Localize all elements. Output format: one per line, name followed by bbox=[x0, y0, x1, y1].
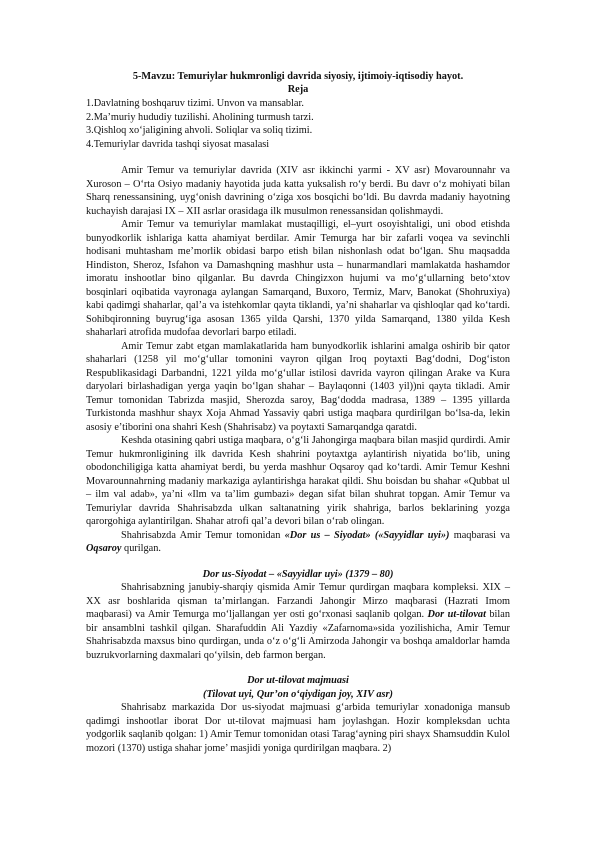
paragraph-dor-us-siyodat bbox=[86, 581, 510, 662]
paragraph-conquered-lands: Amir Temur zabt etgan mamlakatlarida ham bunyodkorlik ishlarini amalga oshirib bir qator shaharlari (1258 yil mo‘g‘ullar tomonini vayron qilgan Iroq poytaxti Bag‘dodni, Dog‘iston Respublikasidagi Darbandni, 1221 yilda mo‘g‘ullar istilosi davrida vayron qilingan Arake va Kura daryolari birlashadigan yerga yaqin bo‘lgan shahar – Baylaqonni (1403 yil))ni qayta tikladi. Amir Temur tomonidan Tabrizda masjid, Sherozda saroy, Bag‘dodda madrasa, 1389 – 1395 yillarda Turkistonda mashhur shayx Xoja Ahmad Yassaviy qabri ustiga maqbara qurdirilgan bo‘lsa-da, lekin asosiy e’tiborini ona shahri Kesh (Shahrisabz) va poytaxti Samarqandga qaratdi. bbox=[86, 340, 510, 433]
emphasis-dor-ut-tilovat: Dor ut-tilovat bbox=[427, 609, 486, 620]
plan-list bbox=[86, 97, 510, 151]
paragraph-shahrisabz bbox=[86, 529, 510, 556]
emphasis-oqsaroy: Oqsaroy bbox=[86, 543, 122, 554]
spacer bbox=[86, 556, 510, 568]
plan-item: 3.Qishloq xo‘jaligining ahvoli. Soliqlar va soliq tizimi. bbox=[86, 125, 313, 136]
plan-item: 2.Ma’muriy hududiy tuzilishi. Aholining turmush tarzi. bbox=[86, 111, 314, 123]
text-run: bilan bir ansamblni tashkil qilgan. Sharafuddin Ali Yazdiy «Zafarnoma»sida yozilishicha, Amir Temur Shahrisabzda maxsus bino qurdirgan, unda o‘z o‘g‘li Amirzoda Jahongir va boshqa amaldorlar hamda buzrukvorlarning daxmalari qo‘yilsin, deb farmon bergan. bbox=[86, 609, 510, 661]
spacer bbox=[86, 662, 510, 674]
section-heading-dor-ut-tilovat: Dor ut-tilovat majmuasi bbox=[247, 675, 349, 686]
emphasis-dor-us-siyodat: «Dor us – Siyodat» («Sayyidlar uyi») bbox=[284, 529, 450, 541]
paragraph-dor-ut-tilovat: Shahrisabz markazida Dor us-siyodat majmuasi g‘arbida temuriylar xonadoniga mansub qadimgi inshootlar iborat Dor ut-tilovat majmuasi ham joylashgan. Hozir kompleksdan uchta yodgorlik saqlanib qolgan: 1) Amir Temur tomonidan otasi Tarag‘ayning piri shayx Shamsuddin Kulol mozori (1370) ustiga shahar jome’ masjidi yoniga qurdirilgan maqbara. 2) bbox=[86, 702, 510, 754]
plan-item: 4.Temuriylar davrida tashqi siyosat masalasi bbox=[86, 138, 270, 150]
section-heading-dor-us-siyodat: Dor us-Siyodat – «Sayyidlar uyi» (1379 – 80) bbox=[202, 568, 394, 580]
paragraph-construction: Amir Temur va temuriylar mamlakat mustaqilligi, el–yurt osoyishtaligi, uni obod etishda bunyodkorlik ishlariga katta ahamiyat berdilar. Amir Temurga har bir zafarli voqea va sevinchli hodisani muhtasham me’morlik obidasi barpo etish bilan nishonlash odat bo‘lgan. Shu maqsadda Hindiston, Sheroz, Isfahon va Damashqning mashhur usta – hunarmandlari mamlakatda hashamdor imoratu inshootlar bino qilganlar. Bu davrda Chingizxon hujumi va mo‘g‘ullarning beto‘xtov bosqinlari oqibatida vayronaga aylangan Samarqand, Buxoro, Termiz, Marv, Banokat (Shohruxiya) kabi qadimgi shaharlar, qal’a va istehkomlar qayta tiklandi, ya’ni shaharlar va qishloqlar qad ko‘tardi. Sohibqironning buyrug‘iga asosan 1365 yilda Qarshi, 1370 yilda Samarqand, 1380 yilda Kesh shaharlari atrofida mudofaa devorlari barpo etiladi. bbox=[86, 219, 510, 338]
text-run: Shahrisabzda Amir Temur tomonidan bbox=[121, 529, 285, 541]
paragraph-intro: Amir Temur va temuriylar davrida (XIV asr ikkinchi yarmi - XV asr) Movarounnahr va Xuroson – O‘rta Osiyo madaniy hayotida juda katta yuksalish ro‘y berdi. Bu davr o‘z mohiyati bilan Sharq renessansining, uyg‘onish davrining o‘ziga xos bosqichi bo‘ldi. Bu davrda madaniy hayotning kuchayish darajasi IX – XII asrlar orasidaga ilk musulmon renessansidan qolishmaydi. bbox=[86, 165, 510, 217]
document-title: 5-Mavzu: Temuriylar hukmronligi davrida siyosiy, ijtimoiy-iqtisodiy hayot. bbox=[132, 71, 464, 82]
plan-item: 1.Davlatning boshqaruv tizimi. Unvon va mansablar. bbox=[86, 98, 304, 109]
section-subheading-dor-ut-tilovat: (Tilovat uyi, Qur’on o‘qiydigan joy, XIV asr) bbox=[203, 688, 393, 700]
plan-label: Reja bbox=[287, 84, 309, 95]
paragraph-kesh: Keshda otasining qabri ustiga maqbara, o‘g‘li Jahongirga maqbara bilan masjid qurdirdi. Amir Temur hukmronligining ilk davrida Kesh shahrini poytaxtga aylantirish niyatida bo‘lib, uning obodonchiligiga katta ahamiyat berdi, bu yerda mashhur Oqsaroy qad ko‘tardi. Amir Temur Keshni Movarounnahrning madaniy markaziga aylantirishga harakat qildi. Shu boisdan bu shahar «Qubbat ul – ilm val adab», ya’ni «Ilm va ta’lim gumbazi» degan sifat bilan shuhrat topgan. Amir Temur va Temuriylar davrida Shahrisabzda ulkan saltanatning yirik shahriga, barlos beklarining yozga qarorgohiga aylantirilgan. Shahar atrofi qal’a devori bilan o‘rab olingan. bbox=[86, 435, 510, 527]
text-run: maqbarasi va bbox=[449, 529, 510, 541]
text-run: Shahrisabzning janubiy-sharqiy qismida Amir Temur qurdirgan maqbara kompleksi. XIX – XX asr boshlarida qisman ta’mirlangan. Farzandi Jahongir Mirzo maqbarasi (Hazrati Imom maqbarasi) va Amir Temurga mo‘ljallangan yer osti go‘rxonasi saqlanib qolgan. bbox=[86, 582, 510, 620]
text-run: qurilgan. bbox=[121, 543, 161, 554]
